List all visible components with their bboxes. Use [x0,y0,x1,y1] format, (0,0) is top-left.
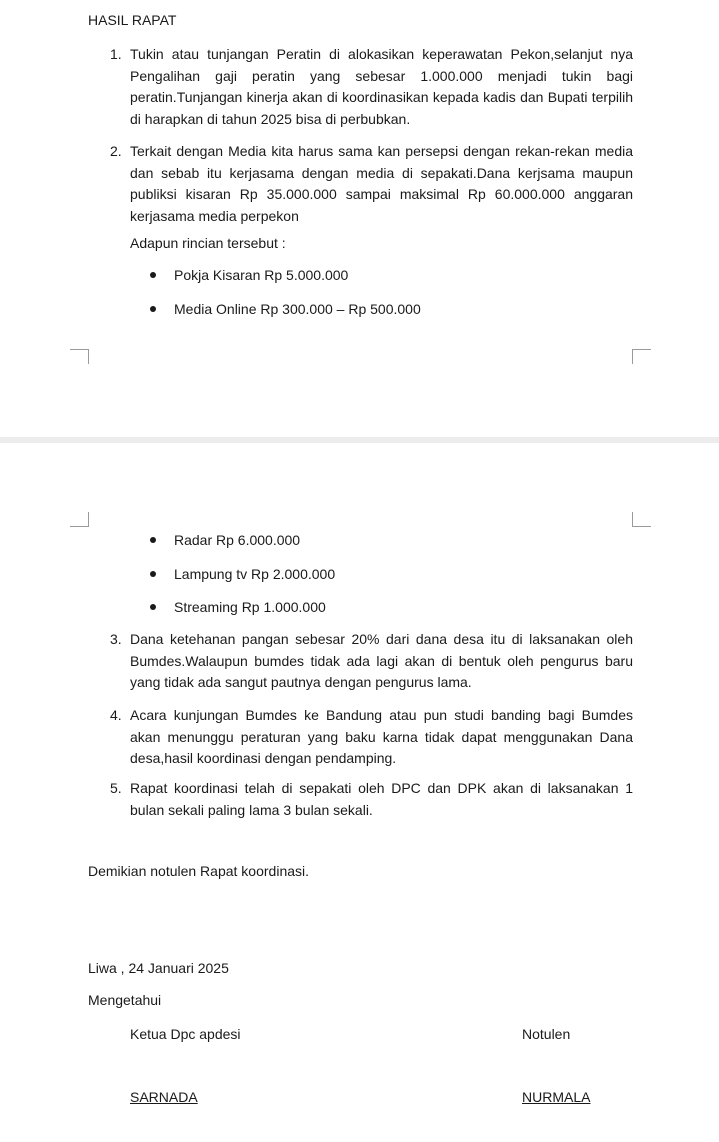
page-corner-mark [70,512,89,527]
page-corner-mark [70,349,89,364]
document-page-2 [0,443,719,1142]
item-3-number: 3. [110,631,122,647]
page-corner-mark [632,349,651,364]
signer-right-role: Notulen [522,1026,571,1042]
rincian-item-pokja: Pokja Kisaran Rp 5.000.000 [174,267,349,283]
rincian-label: Adapun rincian tersebut : [130,235,286,251]
item-5-text: Rapat koordinasi telah di sepakati oleh DPC dan DPK akan di laksanakan 1 bulan sekali paling lama 3 bulan sekali. [130,780,633,818]
rincian-item-lampung-tv: Lampung tv Rp 2.000.000 [174,566,336,582]
rincian-item-media-online: Media Online Rp 300.000 – Rp 500.000 [174,301,421,317]
bullet [150,571,156,577]
rincian-item-streaming: Streaming Rp 1.000.000 [174,599,326,615]
signer-right-name: NURMALA [522,1089,591,1105]
item-2-text: Terkait dengan Media kita harus sama kan persepsi dengan rekan-rekan media dan sebab itu kerjasama dengan media di sepakati.Dana kerjsama maupun publiksi kisaran Rp 35.000.000 sampai maksimal Rp 60.000.000 anggaran kerjasama media perpekon [130,143,633,224]
bullet [150,306,156,312]
page-corner-mark [632,512,651,527]
item-1-text: Tukin atau tunjangan Peratin di alokasikan keperawatan Pekon,selanjut nya Pengalihan gaji peratin yang sebesar 1.000.000 menjadi tukin bagi peratin.Tunjangan kinerja akan di koordinasikan kepada kadis dan Bupati terpilih di harapkan di tahun 2025 bisa di perbubkan. [130,46,633,127]
item-5-number: 5. [110,780,122,796]
bullet [150,537,156,543]
item-2-number: 2. [110,143,122,159]
signer-left-name: SARNADA [130,1089,198,1105]
item-4-text: Acara kunjungan Bumdes ke Bandung atau pun studi banding bagi Bumdes akan menunggu peraturan yang baku karna tidak dapat menggunakan Dana desa,hasil koordinasi dengan pendamping. [130,707,633,766]
rincian-item-radar: Radar Rp 6.000.000 [174,532,301,548]
bullet [150,604,156,610]
mengetahui-label: Mengetahui [88,992,162,1008]
item-1-number: 1. [110,46,122,62]
document-title: HASIL RAPAT [88,12,177,28]
signer-left-role: Ketua Dpc apdesi [130,1026,241,1042]
item-4-number: 4. [110,707,122,723]
document-page-1 [0,0,719,437]
closing-statement: Demikian notulen Rapat koordinasi. [88,863,310,879]
place-date: Liwa , 24 Januari 2025 [88,960,229,976]
item-3-text: Dana ketehanan pangan sebesar 20% dari dana desa itu di laksanakan oleh Bumdes.Walaupun bumdes tidak ada lagi akan di bentuk oleh pengurus baru yang tidak ada sangut pautnya dengan pengurus lama. [130,631,633,690]
bullet [150,272,156,278]
